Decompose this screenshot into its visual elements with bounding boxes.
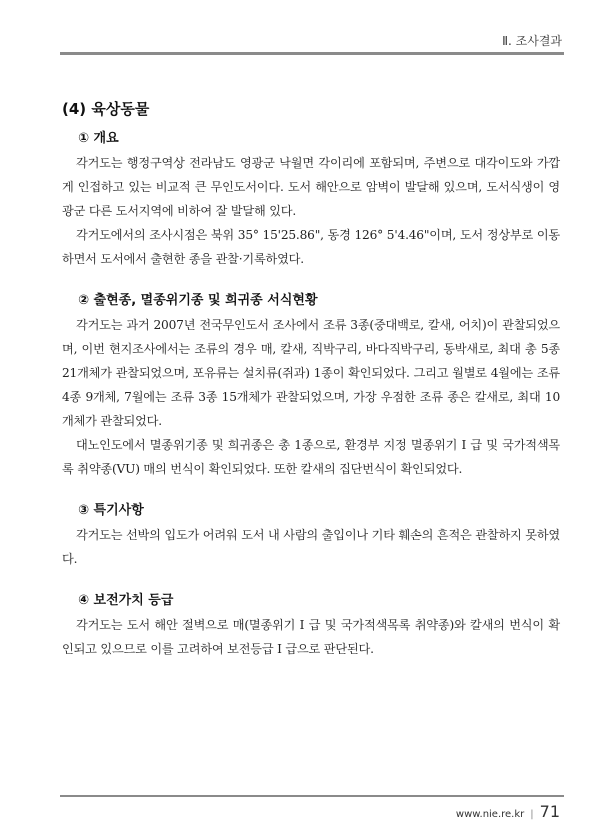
paragraph: 각거도에서의 조사시점은 북위 35° 15'25.86", 동경 126° 5'4.46"이며, 도서 정상부로 이동하면서 도서에서 출현한 종을 관찰·기록하였다.: [62, 228, 560, 266]
main-content: [62, 98, 560, 661]
footer-separator: |: [530, 809, 534, 820]
page-footer: [456, 802, 560, 821]
footer-url: www.nie.re.kr: [455, 809, 525, 820]
page-number: 71: [539, 802, 560, 821]
paragraph: 각거도는 과거 2007년 전국무인도서 조사에서 조류 3종(중대백로, 칼새, 어치)이 관찰되었으며, 이번 현지조사에서는 조류의 경우 매, 칼새, 직박구리, 바다직박구리, 동박새로, 최대 총 5종 21개체가 관찰되었으며, 포유류는 설치류(쥐과) 1종이 확인되었다. 그리고 월별로 4월에는 조류 4종 9개체, 7월에는 조류 3종 15개체가 관찰되었으며, 가장 우점한 조류 종은 칼새로, 최대 10개체가 관찰되었다.: [62, 318, 560, 428]
subsection-title-conservation-grade: ④ 보전가치 등급: [78, 593, 174, 608]
subsection-title-notes: ③ 특기사항: [78, 503, 144, 518]
chapter-header: Ⅱ. 조사결과: [502, 34, 562, 48]
section-title: (4) 육상동물: [62, 100, 150, 118]
paragraph: 대노인도에서 멸종위기종 및 희귀종은 총 1종으로, 환경부 지정 멸종위기 I 급 및 국가적색목록 취약종(VU) 매의 번식이 확인되었다. 또한 칼새의 집단번식이 확인되었다.: [62, 438, 560, 476]
paragraph: 각거도는 행정구역상 전라남도 영광군 낙월면 각이리에 포함되며, 주변으로 대각이도와 가깝게 인접하고 있는 비교적 큰 무인도서이다. 도서 해안으로 암벽이 발달해 있으며, 도서식생이 영광군 다른 도서지역에 비하여 잘 발달해 있다.: [62, 156, 560, 218]
paragraph: 각거도는 선박의 입도가 어려워 도서 내 사람의 출입이나 기타 훼손의 흔적은 관찰하지 못하였다.: [62, 528, 560, 566]
subsection-title-species-status: ② 출현종, 멸종위기종 및 희귀종 서식현황: [78, 293, 318, 308]
header-divider: [60, 52, 564, 55]
subsection-title-overview: ① 개요: [78, 131, 119, 146]
paragraph: 각거도는 도서 해안 절벽으로 매(멸종위기 I 급 및 국가적색목록 취약종)와 칼새의 번식이 확인되고 있으므로 이를 고려하여 보전등급 I 급으로 판단된다.: [62, 618, 560, 656]
footer-divider: [60, 795, 564, 797]
